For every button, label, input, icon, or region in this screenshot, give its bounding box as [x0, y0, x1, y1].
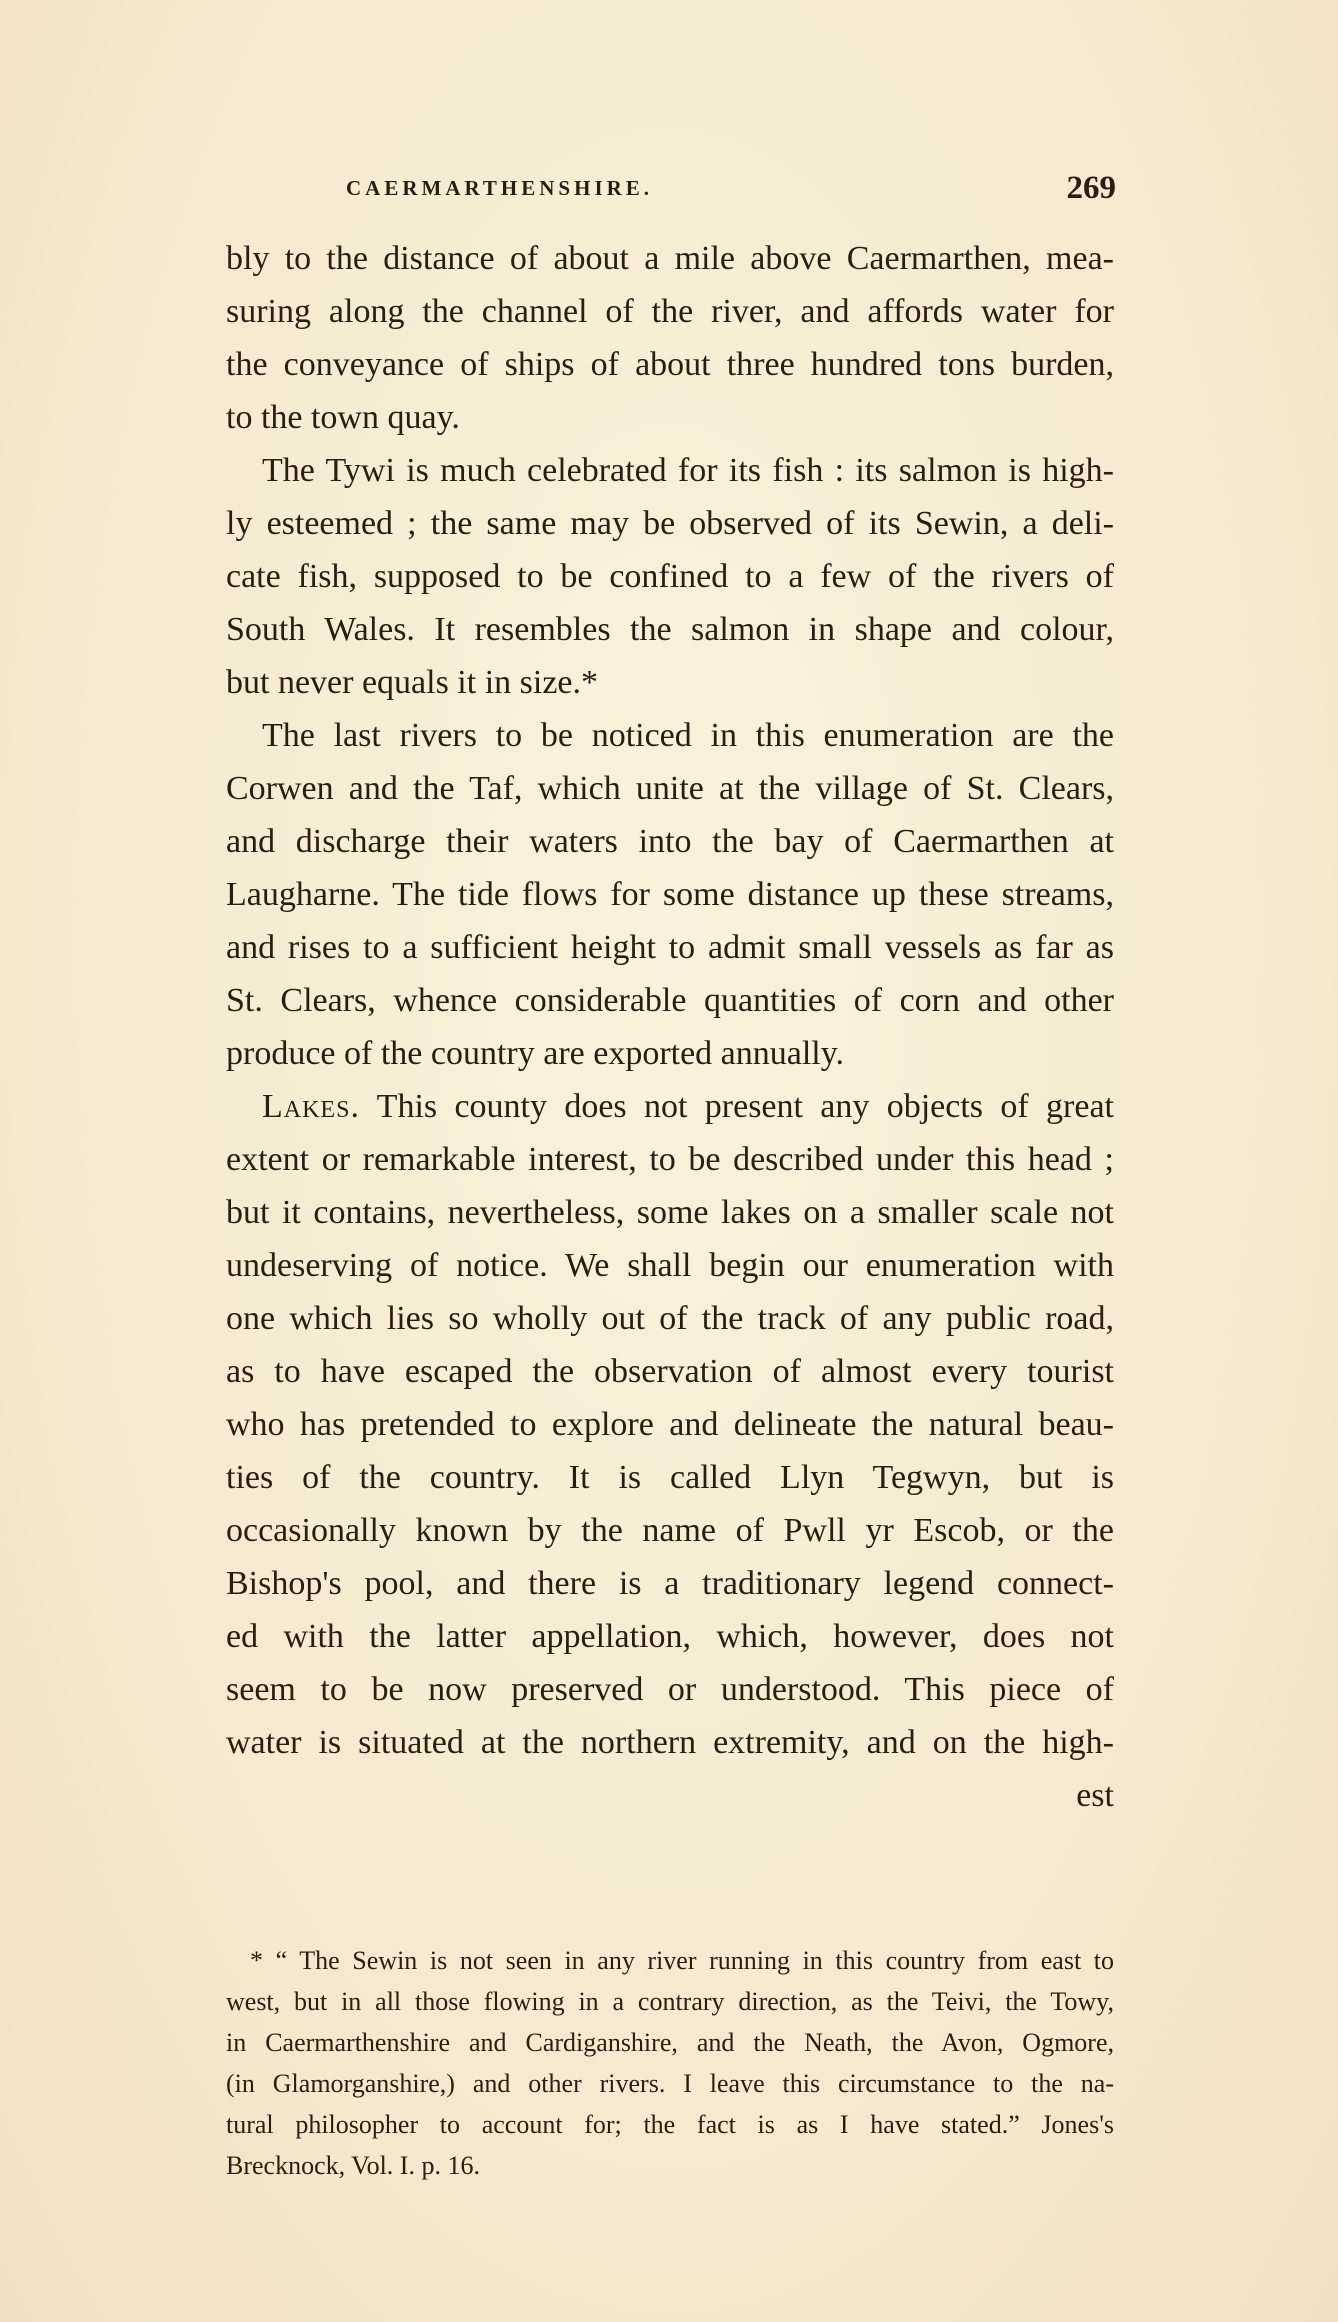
- text-line: undeserving of notice. We shall begin our enumeration with: [226, 1247, 1114, 1284]
- paragraph-start-tywi: The Tywi is much celebrated for its fish : its salmon is high-: [262, 452, 1114, 489]
- text-line: extent or remarkable interest, to be described under this head ;: [226, 1141, 1114, 1178]
- text-line: water is situated at the northern extremity, and on the high-: [226, 1724, 1114, 1761]
- footnote-line: in Caermarthenshire and Cardiganshire, and the Neath, the Avon, Ogmore,: [226, 2028, 1114, 2057]
- text-line: cate fish, supposed to be confined to a few of the rivers of: [226, 558, 1114, 595]
- text-line: Laugharne. The tide flows for some distance up these streams,: [226, 876, 1114, 913]
- text-line: South Wales. It resembles the salmon in shape and colour,: [226, 611, 1114, 648]
- text-line: produce of the country are exported annually.: [226, 1035, 845, 1072]
- main-text: [226, 232, 1114, 1822]
- text-line: seem to be now preserved or understood. This piece of: [226, 1671, 1114, 1708]
- text-line: but it contains, nevertheless, some lakes on a smaller scale not: [226, 1194, 1114, 1231]
- text-line: occasionally known by the name of Pwll yr Escob, or the: [226, 1512, 1114, 1549]
- text-line: Corwen and the Taf, which unite at the village of St. Clears,: [226, 770, 1114, 807]
- footnote-line: (in Glamorganshire,) and other rivers. I leave this circumstance to the na-: [226, 2069, 1114, 2098]
- text-line: ed with the latter appellation, which, however, does not: [226, 1618, 1114, 1655]
- text-line: ties of the country. It is called Llyn Tegwyn, but is: [226, 1459, 1114, 1496]
- footnote-line: west, but in all those flowing in a contrary direction, as the Teivi, the Towy,: [226, 1987, 1114, 2016]
- paragraph-start-rivers: The last rivers to be noticed in this enumeration are the: [262, 717, 1114, 754]
- text-line: ly esteemed ; the same may be observed of its Sewin, a deli-: [226, 505, 1114, 542]
- text-line: to the town quay.: [226, 399, 460, 436]
- text-line: but never equals it in size.*: [226, 664, 599, 701]
- text-line: bly to the distance of about a mile above Caermarthen, mea-: [226, 240, 1114, 277]
- text-line: suring along the channel of the river, and affords water for: [226, 293, 1114, 330]
- text-line: Bishop's pool, and there is a traditionary legend connect-: [226, 1565, 1114, 1602]
- text-line: and rises to a sufficient height to admit small vessels as far as: [226, 929, 1114, 966]
- page-number: 269: [1066, 170, 1116, 206]
- footnote-line: Brecknock, Vol. I. p. 16.: [226, 2151, 480, 2180]
- footnote: [226, 1940, 1114, 2186]
- text-line: one which lies so wholly out of the track of any public road,: [226, 1300, 1114, 1337]
- text-line: and discharge their waters into the bay of Caermarthen at: [226, 823, 1114, 860]
- paragraph-start-lakes: [226, 1080, 1114, 1133]
- running-head: CAERMARTHENSHIRE.: [346, 176, 654, 200]
- text-line: St. Clears, whence considerable quantities of corn and other: [226, 982, 1114, 1019]
- text-line: as to have escaped the observation of almost every tourist: [226, 1353, 1114, 1390]
- text-run: This county does not present any objects of great: [359, 1088, 1114, 1125]
- page-header: [346, 170, 1116, 210]
- footnote-line: * “ The Sewin is not seen in any river running in this country from east to: [250, 1946, 1114, 1975]
- footnote-line: tural philosopher to account for; the fact is as I have stated.” Jones's: [226, 2110, 1114, 2139]
- catchword: est: [1076, 1777, 1114, 1814]
- text-line: who has pretended to explore and delineate the natural beau-: [226, 1406, 1114, 1443]
- section-heading-lakes: Lakes.: [262, 1088, 360, 1125]
- text-line: the conveyance of ships of about three hundred tons burden,: [226, 346, 1114, 383]
